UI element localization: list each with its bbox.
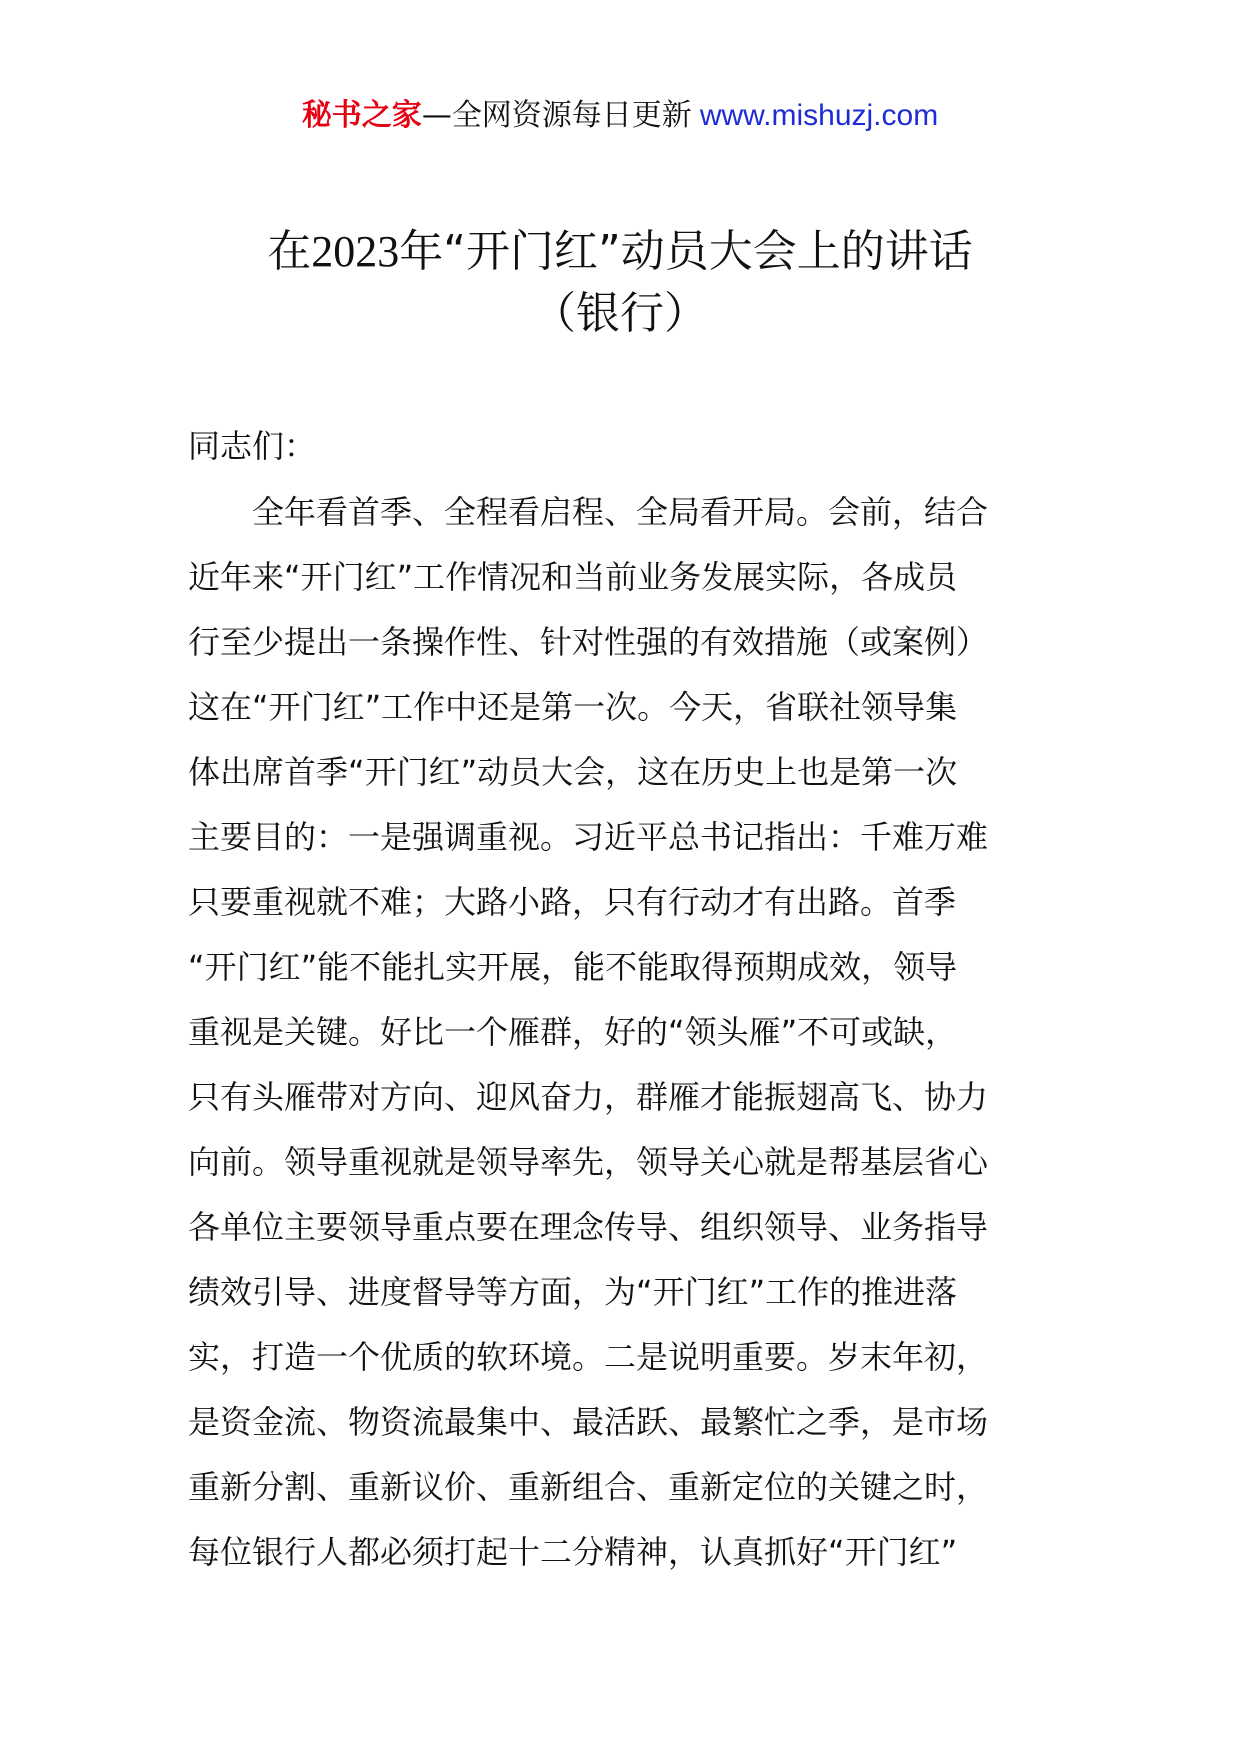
title-year: 2023 bbox=[311, 227, 400, 276]
body-line: 主要目的：一是强调重视。习近平总书记指出：千难万难 bbox=[188, 818, 989, 856]
body-line: 全年看首季、全程看启程、全局看开局。会前，结合 bbox=[252, 493, 989, 531]
body-line: 绩效引导、进度督导等方面，为“开门红”工作的推进落 bbox=[188, 1273, 958, 1311]
body-line: 是资金流、物资流最集中、最活跃、最繁忙之季，是市场 bbox=[188, 1403, 989, 1441]
body-line: 行至少提出一条操作性、针对性强的有效措施（或案例） bbox=[188, 623, 989, 661]
site-url-link[interactable]: www.mishuzj.com bbox=[699, 99, 939, 132]
site-header bbox=[0, 96, 1240, 136]
body-line: 体出席首季“开门红”动员大会，这在历史上也是第一次 bbox=[188, 753, 958, 791]
greeting: 同志们： bbox=[188, 427, 317, 465]
body-line: 重新分割、重新议价、重新组合、重新定位的关键之时， bbox=[188, 1468, 989, 1506]
body-line: 向前。领导重视就是领导率先，领导关心就是帮基层省心 bbox=[188, 1143, 989, 1181]
body-line: “开门红”能不能扎实开展，能不能取得预期成效，领导 bbox=[188, 948, 958, 986]
body-text bbox=[188, 492, 1054, 1597]
body-line: 只有头雁带对方向、迎风奋力，群雁才能振翅高飞、协力 bbox=[188, 1078, 989, 1116]
body-line: 近年来“开门红”工作情况和当前业务发展实际，各成员 bbox=[188, 558, 958, 596]
document-title bbox=[0, 222, 1240, 282]
body-line: 只要重视就不难；大路小路，只有行动才有出路。首季 bbox=[188, 883, 957, 921]
body-line: 重视是关键。好比一个雁群，好的“领头雁”不可或缺， bbox=[188, 1013, 958, 1051]
document-subtitle: （银行） bbox=[532, 288, 708, 339]
site-slogan: —全网资源每日更新 bbox=[421, 98, 692, 133]
body-line: 实，打造一个优质的软环境。二是说明重要。岁末年初， bbox=[188, 1338, 989, 1376]
brand-name: 秘书之家 bbox=[301, 98, 422, 133]
title-rest: 年“开门红”动员大会上的讲话 bbox=[399, 226, 973, 277]
body-line: 各单位主要领导重点要在理念传导、组织领导、业务指导 bbox=[188, 1208, 989, 1246]
body-line: 每位银行人都必须打起十二分精神，认真抓好“开门红” bbox=[188, 1533, 958, 1571]
title-prefix: 在 bbox=[267, 226, 312, 277]
body-line: 这在“开门红”工作中还是第一次。今天，省联社领导集 bbox=[188, 688, 958, 726]
